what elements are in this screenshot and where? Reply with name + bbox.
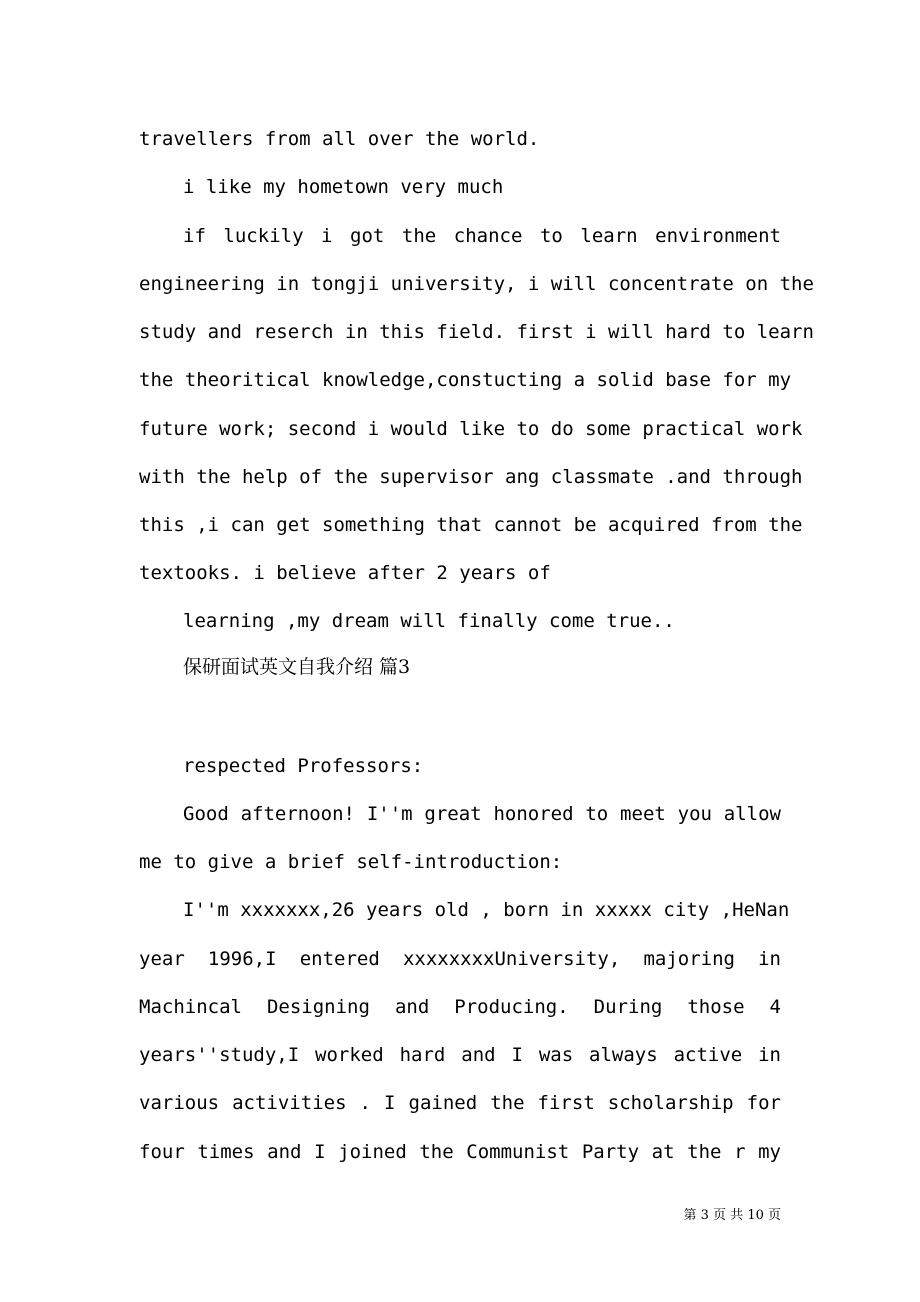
text-line: Good afternoon! I''m great honored to meet you allow (183, 803, 781, 825)
text-line: Machincal Designing and Producing. During those 4 (139, 996, 781, 1018)
text-line: if luckily i got the chance to learn environment (183, 225, 781, 247)
salutation: respected Professors: (183, 755, 424, 777)
text-line: various activities . I gained the first scholarship for (139, 1092, 781, 1114)
text-line: this ,i can get something that cannot be acquired from the (139, 514, 803, 536)
text-line: years''study,I worked hard and I was always active in (139, 1044, 781, 1066)
text-line: i like my hometown very much (183, 176, 504, 198)
text-line: year 1996,I entered xxxxxxxxUniversity, majoring in (139, 948, 781, 970)
text-line: I''m xxxxxxx,26 years old , born in xxxxx city ,HeNan (183, 899, 790, 921)
page-number-footer: 第 3 页 共 10 页 (683, 1208, 781, 1223)
text-line: textooks. i believe after 2 years of (139, 562, 551, 584)
text-line: me to give a brief self-introduction: (139, 851, 563, 873)
text-line: four times and I joined the Communist Party at the r my (139, 1141, 781, 1163)
text-line: engineering in tongji university, i will concentrate on the (139, 273, 814, 295)
text-line: with the help of the supervisor ang classmate .and through (139, 466, 803, 488)
text-line: the theoritical knowledge,constucting a solid base for my (139, 369, 792, 391)
text-line: learning ,my dream will finally come true.. (183, 610, 675, 632)
text-line: study and reserch in this field. first i will hard to learn (139, 321, 814, 343)
section-heading: 保研面试英文自我介绍 篇3 (183, 656, 411, 678)
text-line: travellers from all over the world. (139, 128, 540, 150)
text-line: future work; second i would like to do some practical work (139, 418, 803, 440)
